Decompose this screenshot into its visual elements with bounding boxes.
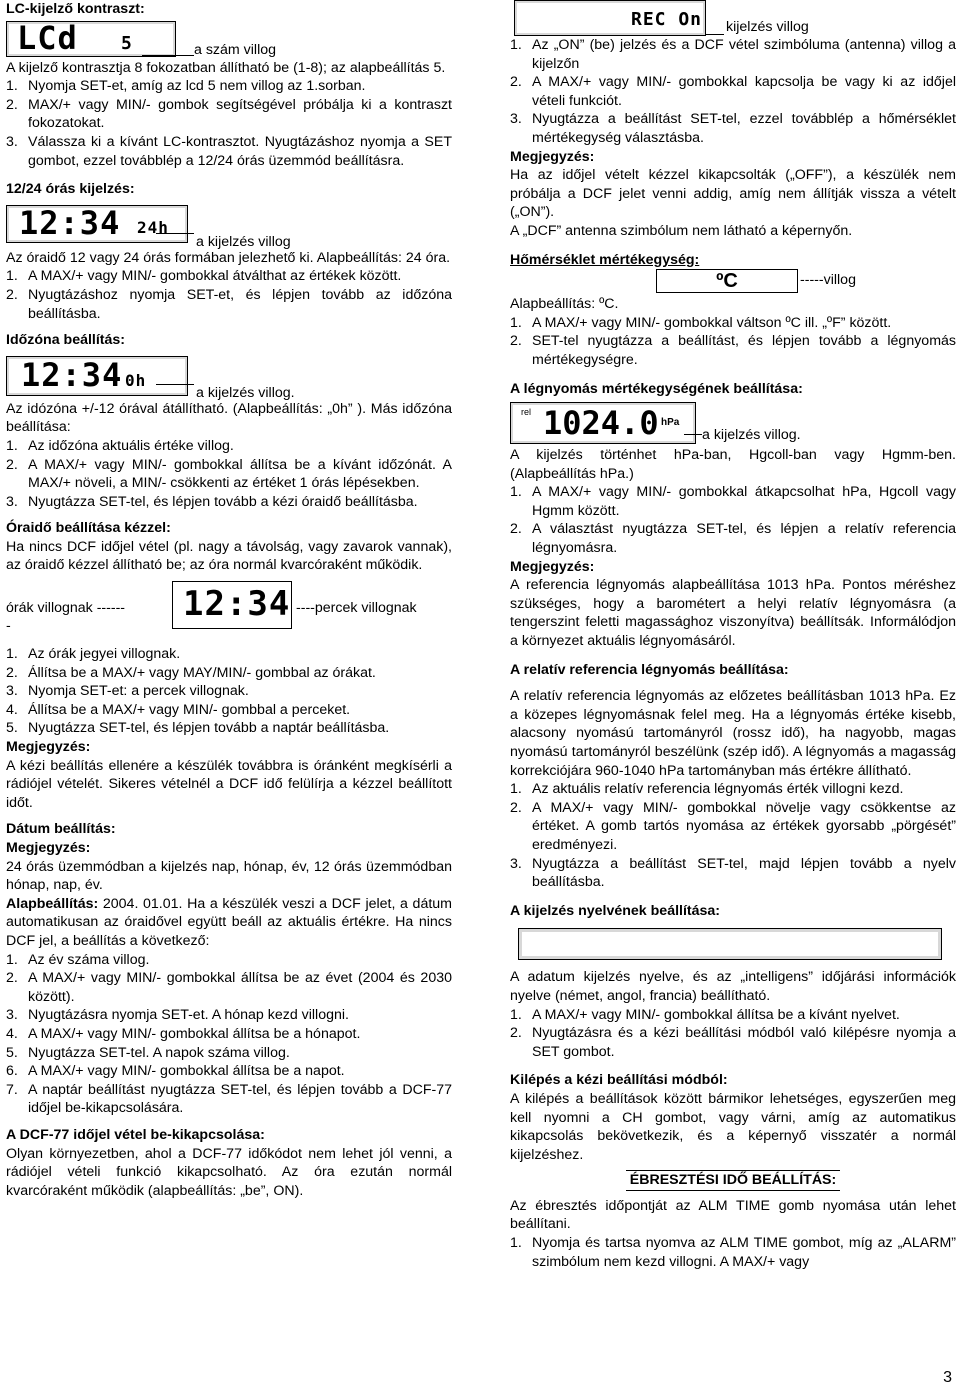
- lcd-sub-text: 5: [121, 32, 133, 54]
- hours-flash-label-cont: -: [6, 618, 11, 635]
- date-default: [6, 895, 452, 951]
- flash-label: a kijelzés villog.: [196, 384, 295, 401]
- list-item: 2. MAX/+ vagy MIN/- gombok segítségével próbálja ki a kontraszt fokozatokat.: [6, 96, 452, 132]
- list-item: 1. Nyomja SET-et, amíg az lcd 5 nem villog az 1.sorban.: [6, 78, 366, 95]
- list-item: 1. Az „ON” (be) jelzés és a DCF vétel szimbóluma (antenna) villog a kijelzőn: [510, 37, 956, 72]
- language-text: A adatum kijelzés nyelve, és az „intelligens” időjárási információk nyelve (német, angol, francia) beállítható.: [510, 969, 956, 1004]
- rec-note-heading: Megjegyzés:: [510, 148, 595, 165]
- dcf-heading: A DCF-77 időjel vétel be-kikapcsolása:: [6, 1126, 265, 1143]
- rec-note: Ha az időjel vételt kézzel kikapcsolták („OFF”), a készülék nem próbálja a DCF jelet venni addig, amíg nem állítják vissza a vételt („ON”).: [510, 167, 956, 221]
- date-note: 24 órás üzemmódban a kijelzés nap, hónap, év, 12 órás üzemmódban hónap, nap, év.: [6, 858, 452, 894]
- lcd-main-text: 12:34: [21, 355, 123, 394]
- rec-display: [514, 0, 706, 36]
- manual-time-note: A kézi beállítás ellenére a készülék továbbra is óránként megkísérli a rádiójel vételét. Sikeres vételnél a DCF idő felülírja a kézzel beállított időt.: [6, 757, 452, 811]
- list-item: 1. Az órák jegyei villognak.: [6, 646, 181, 663]
- timezone-intro: Az idózóna +/-12 órával átállítható. (Alapbeállítás: „0h” ). Más időzóna beállítása:: [6, 400, 452, 436]
- list-item: 3. Nyugtázza a beállítást SET-tel, ezzel továbblép a hőmérséklet mértékegység választásba.: [510, 111, 956, 146]
- pressure-display-row: [510, 402, 956, 446]
- list-item: 5. Nyugtázza SET-tel. A napok száma villog.: [6, 1044, 290, 1061]
- hours-flash-label: órák villognak ------: [6, 600, 126, 617]
- pointer-line: [706, 34, 724, 35]
- hour-mode-display: [6, 205, 188, 243]
- list-item: 2. A MAX/+ vagy MIN/- gombokkal kapcsolja be vagy ki az időjel vételi funkciót.: [510, 74, 956, 109]
- list-item: 3. Nyugtázza SET-tel, és lépjen tovább a kézi óraidő beállításba.: [6, 493, 418, 510]
- temp-default: Alapbeállítás: ºC.: [510, 296, 619, 313]
- manual-time-note-heading: Megjegyzés:: [6, 739, 91, 756]
- list-item: 1. Nyomja és tartsa nyomva az ALM TIME gombot, míg az „ALARM” szimbólum nem kezd villogni. A MAX/+ vagy: [510, 1235, 956, 1270]
- flash-label: a kijelzés villog.: [702, 427, 801, 444]
- lcd-contrast-display: [6, 18, 176, 57]
- list-item: 1. A MAX/+ vagy MIN/- gombokkal állítsa be a kívánt nyelvet.: [510, 1006, 900, 1023]
- page-number: 3: [943, 1369, 952, 1387]
- relative-text: A relatív referencia légnyomás az előzetes beállításban 1013 hPa. Ez a közepes légnyomásnak felel meg. Ha a légnyomás értéke kisebb, alacsony nyomású tartományról (rossz idő), ha nagyobb, magas nyomású tartományról beszélünk (szép idő). A légnyomás a magasság korrekciójára 960-1040 hPa tartományban más értékre állítható.: [510, 688, 956, 779]
- hour-mode-heading: 12/24 órás kijelzés:: [6, 181, 135, 198]
- list-item: 4. A MAX/+ vagy MIN/- gombokkal állítsa be a hónapot.: [6, 1025, 361, 1042]
- alarm-text: Az ébresztés időpontját az ALM TIME gomb nyomása után lehet beállítani.: [510, 1197, 956, 1233]
- lcd-prefix-text: rel: [521, 407, 532, 418]
- date-default-label: Alapbeállítás:: [6, 895, 99, 912]
- list-item: 2. A MAX/+ vagy MIN/- gombokkal növelje vagy csökkentse az értéket. A gomb tartós nyomása az értékek gyorsabb „pörgését” eredményezi.: [510, 799, 956, 853]
- timezone-display-row: [6, 356, 452, 400]
- list-item: 1. Az időzóna aktuális értéke villog.: [6, 437, 234, 454]
- lcd-main-text: REC On: [631, 9, 703, 30]
- list-item: 3. Nyomja SET-et: a percek villognak.: [6, 683, 249, 700]
- pressure-heading: A légnyomás mértékegységének beállítása:: [510, 380, 803, 397]
- lcd-main-text: 12:34: [19, 203, 121, 242]
- manual-time-display: [172, 581, 292, 629]
- date-heading: Dátum beállítás:: [6, 821, 116, 838]
- language-heading: A kijelzés nyelvének beállítása:: [510, 902, 721, 919]
- exit-text: A kilépés a beállítások között bármikor lehetséges, egyszerűen meg kell nyomni a CH gombot, vagy várni, amíg az automatikus kikapcsolás bekövetkezik, és a képernyő visszatér a normál kijelzéshez.: [510, 1090, 956, 1163]
- list-item: 1. A MAX/+ vagy MIN/- gombokkal átkapcsolhat hPa, Hgcoll vagy Hgmm között.: [510, 484, 956, 519]
- lcd-unit-text: hPa: [661, 417, 680, 429]
- list-item: 1. Az év száma villog.: [6, 951, 150, 968]
- flash-label: a szám villog: [194, 41, 277, 58]
- pressure-note: A referencia légnyomás alapbeállítása 1013 hPa. Pontos méréshez szükséges, hogy a barométert a helyi relatív légnyomásra (a tengerszint feletti magassághoz viszonyítva) beállítsák. Informálódjon a környezet aktuális légnyomásáról.: [510, 577, 956, 650]
- list-item: 2. Nyugtázásra és a kézi beállítási módból való kilépésre nyomja a SET gombot.: [510, 1025, 956, 1060]
- language-display: [518, 928, 942, 960]
- list-item: 2. A MAX/+ vagy MIN/- gombokkal állítsa be az évet (2004 és 2030 között).: [6, 970, 452, 1005]
- flash-label: kijelzés villog: [726, 19, 809, 35]
- pointer-line: [142, 55, 194, 56]
- list-item: 2. Nyugtázáshoz nyomja SET-et, és lépjen tovább az időzóna beállításba.: [6, 286, 452, 322]
- lcd-sub-text: 0h: [125, 370, 147, 390]
- list-item: 2. SET-tel nyugtázza a beállítást, és lépjen tovább a légnyomás mértékegységre.: [510, 333, 956, 368]
- list-item: 2. A MAX/+ vagy MIN/- gombokkal állítsa be a kívánt időzónát. A MAX/+ növeli, a MIN/- csökkenti az értéket 1 órás lépésekben.: [6, 456, 452, 492]
- lcd-main-text: 1024.0: [543, 404, 659, 443]
- lcd-contrast-heading: LC-kijelző kontraszt:: [6, 1, 145, 17]
- dcf-text: Olyan környezetben, ahol a DCF-77 időkódot nem lehet jól venni, a rádiójel vételi funkció kikapcsolható. Az óra ezután normál kvarcóraként működik (alapbeállítás: „be”, ON).: [6, 1145, 452, 1199]
- pointer-line: [684, 434, 702, 435]
- pressure-note-heading: Megjegyzés:: [510, 558, 595, 575]
- alarm-heading: ÉBRESZTÉSI IDŐ BEÁLLÍTÁS:: [626, 1170, 841, 1191]
- flash-label: a kijelzés villog: [196, 233, 291, 250]
- manual-time-heading: Óraidő beállítása kézzel:: [6, 520, 171, 537]
- pressure-display: [510, 402, 696, 444]
- list-item: 2. A választást nyugtázza SET-tel, és lépjen a relatív referencia légnyomásra.: [510, 521, 956, 557]
- manual-time-display-row: [6, 581, 452, 645]
- rec-display-row: [510, 0, 956, 36]
- list-item: 5. Nyugtázza SET-tel, és lépjen tovább a naptár beállításba.: [6, 720, 390, 737]
- rec-note2: A „DCF” antenna szimbólum nem látható a képernyőn.: [510, 222, 853, 239]
- lcd-main-text: LCd: [17, 18, 78, 57]
- list-item: 4. Állítsa be a MAX/+ vagy MIN/- gombbal a perceket.: [6, 701, 351, 718]
- list-item: 3. Nyugtázza a beállítást SET-tel, majd lépjen tovább a nyelv beállításba.: [510, 855, 956, 891]
- lcd-contrast-intro: A kijelző kontrasztja 8 fokozatban állítható be (1-8); az alapbeállítás 5.: [6, 59, 446, 76]
- alarm-heading-wrap: [510, 1170, 956, 1191]
- list-item: 7. A naptár beállítást nyugtázza SET-tel, és lépjen tovább a DCF-77 időjel be-kikapcsolására.: [6, 1081, 452, 1117]
- pointer-line: [156, 233, 194, 234]
- manual-time-intro: Ha nincs DCF időjel vétel (pl. nagy a távolság, vagy zavarok vannak), az óraidő kézzel állítható be; az óra normál kvarcóraként működik.: [6, 538, 452, 574]
- flash-label: -----villog: [800, 272, 856, 289]
- temp-display-row: [510, 269, 956, 295]
- list-item: 2. Állítsa be a MAX/+ vagy MAY/MIN/- gombbal az órákat.: [6, 664, 376, 681]
- minutes-flash-label: ----percek villognak: [296, 600, 417, 617]
- temp-unit-display: ºC: [656, 269, 798, 293]
- right-column: [510, 0, 956, 1271]
- timezone-display: [6, 356, 188, 396]
- timezone-heading: Időzóna beállítás:: [6, 332, 126, 349]
- list-item: 1. Az aktuális relatív referencia légnyomás érték villogni kezd.: [510, 781, 904, 798]
- lcd-main-text: 12:34: [183, 584, 291, 625]
- date-note-heading: Megjegyzés:: [6, 840, 91, 856]
- pointer-line: [156, 384, 194, 385]
- temp-heading: Hőmérséklet mértékegység:: [510, 251, 700, 268]
- pressure-intro: A kijelzés történhet hPa-ban, Hgcoll-ban vagy Hgmm-ben. (Alapbeállítás hPa.): [510, 447, 956, 482]
- list-item: 1. A MAX/+ vagy MIN/- gombokkal átválthat az értékek között.: [6, 268, 402, 285]
- date-default-text: 2004. 01.01. Ha a készülék veszi a DCF jelet, a dátum automatikusan az óraidővel együtt beáll az aktuális értékre. Ha nincs DCF jel, a beállítás a következő:: [6, 895, 452, 949]
- left-column: [6, 0, 452, 1200]
- relative-heading: A relatív referencia légnyomás beállítása:: [510, 661, 789, 678]
- list-item: 3. Nyugtázásra nyomja SET-et. A hónap kezd villogni.: [6, 1007, 349, 1024]
- hour-mode-display-row: [6, 205, 452, 249]
- list-item: 6. A MAX/+ vagy MIN/- gombokkal állítsa be a napot.: [6, 1063, 345, 1080]
- list-item: 1. A MAX/+ vagy MIN/- gombokkal váltson ºC ill. „ºF” között.: [510, 314, 892, 331]
- lcd-contrast-display-row: [6, 19, 452, 59]
- exit-heading: Kilépés a kézi beállítási módból:: [510, 1072, 728, 1089]
- hour-mode-intro: Az óraidő 12 vagy 24 órás formában jelezhető ki. Alapbeállítás: 24 óra.: [6, 249, 451, 266]
- list-item: 3. Válassza ki a kívánt LC-kontrasztot. Nyugtázáshoz nyomja a SET gombot, ezzel továbblép a 12/24 órás üzemmód beállításra.: [6, 133, 452, 169]
- lcd-sub-text: 24h: [137, 217, 169, 237]
